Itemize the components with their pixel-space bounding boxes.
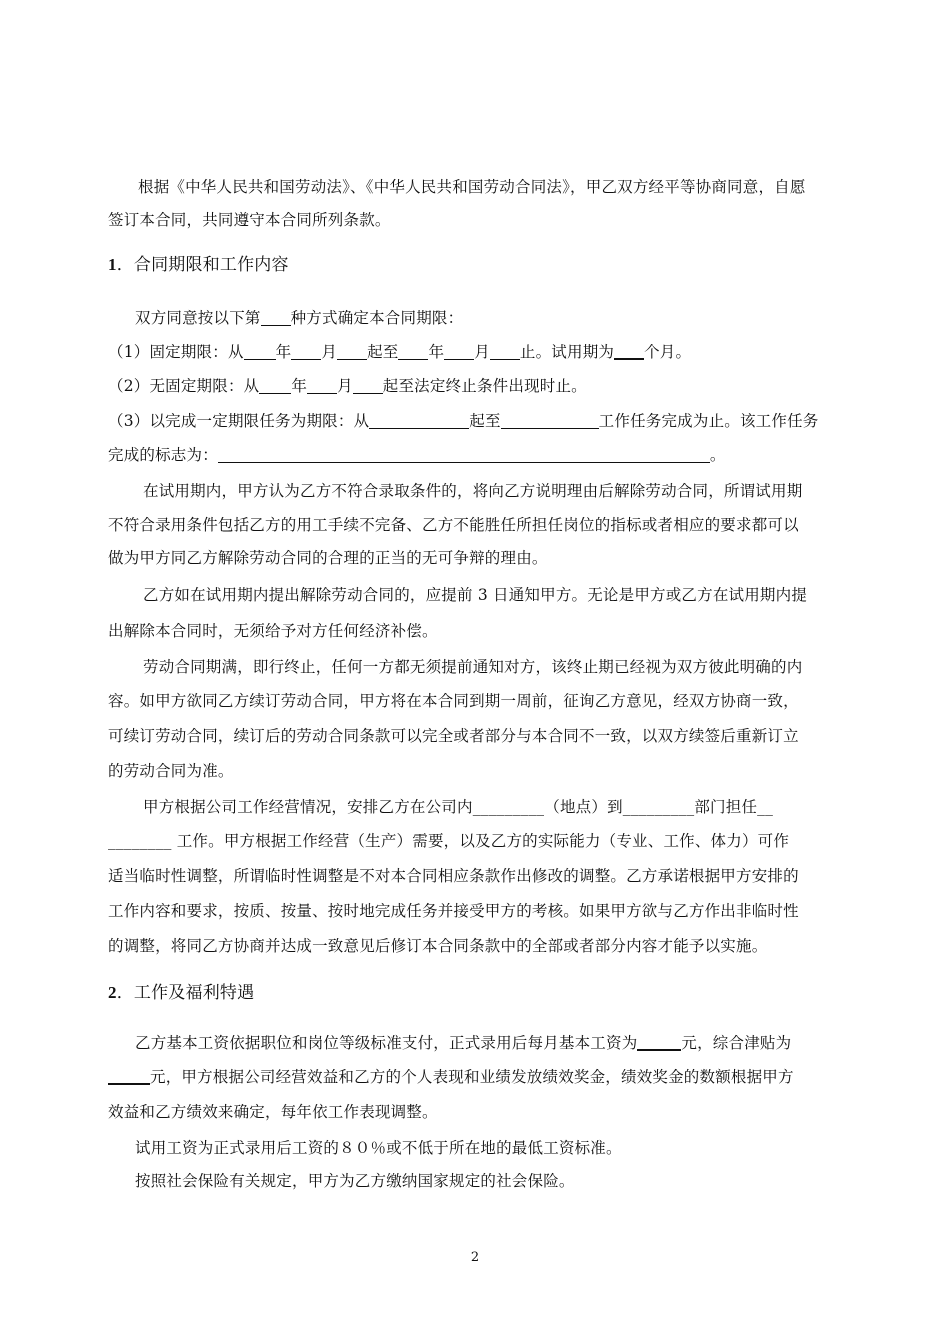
page-number: 2 [470,1250,480,1265]
notice-paragraph-line: 乙方如在试用期内提出解除劳动合同的，应提前 3 日通知甲方。无论是甲方或乙方在试用期内提 [143,586,808,604]
month-label: 月 [321,343,338,361]
wage-line-3: 效益和乙方绩效来确定，每年依工作表现调整。 [108,1103,438,1121]
open-term-line [108,375,848,397]
year-label: 年 [291,377,308,395]
wage-text: 乙方基本工资依据职位和岗位等级标准支付，正式录用后每月基本工资为 [135,1034,638,1052]
month-label: 月 [337,377,353,395]
department-blank[interactable]: _________ [622,798,695,816]
intro-line-2: 签订本合同，共同遵守本合同所列条款。 [108,211,391,229]
open-term-end-text: 起至法定终止条件出现时止。 [382,377,587,395]
expire-paragraph-line: 容。如甲方欲同乙方续订劳动合同，甲方将在本合同到期一周前，征询乙方意见，经双方协商一致， [108,692,799,710]
fixed-start-day-blank[interactable] [337,343,367,360]
open-start-year-blank[interactable] [259,377,291,394]
fixed-end-month-blank[interactable] [444,343,474,360]
task-start-blank[interactable] [369,412,469,429]
fixed-term-line [108,341,848,363]
intro-line-1: 根据《中华人民共和国劳动法》、《中华人民共和国劳动合同法》，甲乙双方经平等协商同意，自愿 [138,178,806,196]
arrangement-line-1 [143,796,883,818]
open-start-month-blank[interactable] [307,377,337,394]
base-wage-blank[interactable] [637,1033,681,1051]
trial-paragraph-line: 做为甲方同乙方解除劳动合同的合理的正当的无可争辩的理由。 [108,549,548,567]
position-blank[interactable]: ________ [108,832,172,850]
term-method-text-a: 双方同意按以下第 [135,309,261,327]
task-completion-label: 完成的标志为： [108,446,218,464]
task-term-line [108,410,848,432]
wage-text: 元，甲方根据公司经营效益和乙方的个人表现和业绩发放绩效奖金，绩效奖金的数额根据甲方 [150,1068,794,1086]
from-to-label: 起至 [367,343,399,361]
fixed-term-label: （1）固定期限：从 [108,343,244,361]
fixed-start-month-blank[interactable] [291,343,321,360]
open-start-day-blank[interactable] [353,377,383,394]
arrangement-text: （地点）到 [544,798,623,816]
arrangement-line-2 [108,830,848,852]
allowance-blank[interactable] [108,1067,150,1085]
arrangement-line: 的调整，将同乙方协商并达成一致意见后修订本合同条款中的全部或者部分内容才能予以实施。 [108,937,768,955]
arrangement-text: 工作。甲方根据工作经营（生产）需要，以及乙方的实际能力（专业、工作、体力）可作 [171,832,790,850]
fixed-start-year-blank[interactable] [244,343,276,360]
arrangement-line: 工作内容和要求，按质、按量、按时地完成任务并接受甲方的考核。如果甲方欲与乙方作出非临时性 [108,902,799,920]
month-label: 月 [474,343,490,361]
wage-text: 元，综合津贴为 [681,1034,792,1052]
wage-line-1 [135,1032,875,1054]
insurance-line: 按照社会保险有关规定，甲方为乙方缴纳国家规定的社会保险。 [135,1172,575,1190]
trial-months-blank[interactable] [614,342,644,360]
section-1-number: 1 [108,255,117,274]
task-term-label: （3）以完成一定期限任务为期限：从 [108,412,370,430]
expire-paragraph-line: 劳动合同期满，即行终止，任何一方都无须提前通知对方，该终止期已经视为双方彼此明确的内 [143,658,803,676]
arrangement-text: 甲方根据公司工作经营情况，安排乙方在公司内 [143,798,473,816]
section-2-number: 2 [108,983,117,1002]
year-label: 年 [428,343,445,361]
trial-paragraph-line: 不符合录用条件包括乙方的用工手续不完备、乙方不能胜任所担任岗位的指标或者相应的要求都可以 [108,516,799,534]
location-blank[interactable]: _________ [472,798,545,816]
section-2-heading: 2．工作及福利特遇 [108,983,255,1003]
section-2-title: 工作及福利特遇 [133,983,255,1003]
arrangement-line: 适当临时性调整，所谓临时性调整是不对本合同相应条款作出修改的调整。乙方承诺根据甲方安排的 [108,867,799,885]
task-completion-line [108,444,848,466]
trial-period-label: 止。试用期为 [519,343,615,361]
open-term-label: （2）无固定期限：从 [108,377,260,395]
task-completion-blank[interactable] [218,446,710,463]
task-end-blank[interactable] [501,412,599,429]
fixed-end-year-blank[interactable] [398,343,428,360]
arrangement-text: 部门担任__ [694,798,774,816]
task-term-end-text: 工作任务完成为止。该工作任务 [598,412,819,430]
section-1-heading: 1．合同期限和工作内容 [108,255,289,275]
term-method-blank[interactable] [261,309,291,326]
section-1-title: 合同期限和工作内容 [133,255,289,275]
trial-wage-line: 试用工资为正式录用后工资的８０％或不低于所在地的最低工资标准。 [135,1139,622,1157]
term-method-text-b: 种方式确定本合同期限： [290,309,464,327]
trial-paragraph-line: 在试用期内，甲方认为乙方不符合录取条件的，将向乙方说明理由后解除劳动合同，所谓试用期 [143,482,803,500]
fixed-end-day-blank[interactable] [490,343,520,360]
months-label: 个月。 [644,343,692,361]
notice-paragraph-line: 出解除本合同时，无须给予对方任何经济补偿。 [108,622,438,640]
wage-line-2 [108,1066,848,1088]
task-from-to-label: 起至 [469,412,501,430]
period-mark: 。 [709,446,726,464]
expire-paragraph-line: 可续订劳动合同，续订后的劳动合同条款可以完全或者部分与本合同不一致，以双方续签后重新订立 [108,727,799,745]
expire-paragraph-line: 的劳动合同为准。 [108,762,234,780]
year-label: 年 [275,343,292,361]
term-method-line [135,307,875,329]
